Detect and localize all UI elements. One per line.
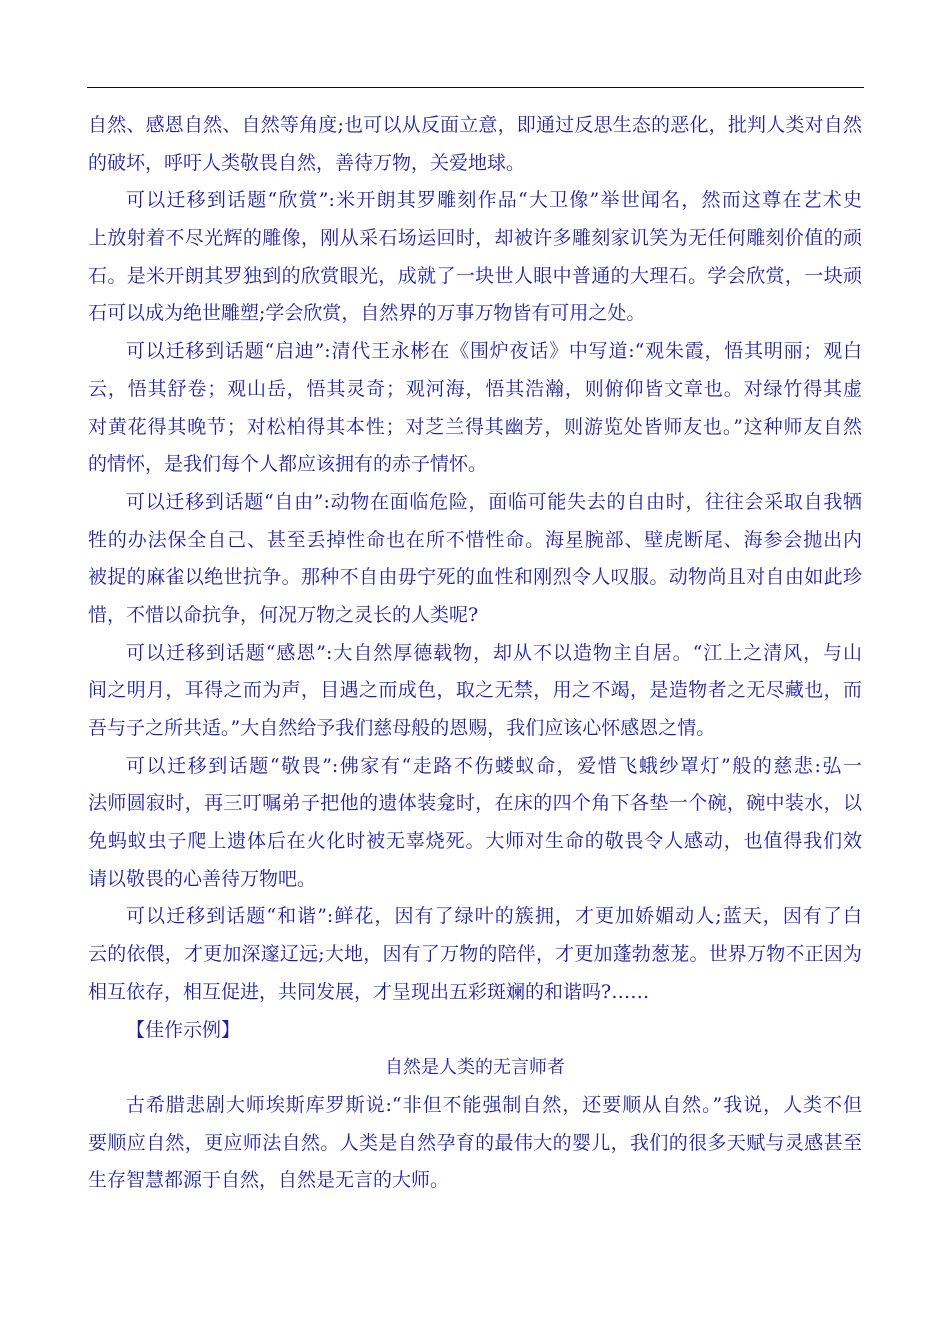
essay-line: 古希腊悲剧大师埃斯库罗斯说:“非但不能强制自然，还要顺从自然。”我说，人类不但 <box>126 1093 862 1116</box>
paragraph-line: 可以迁移到话题“自由”:动物在面临危险，面临可能失去的自由时，往往会采取自我牺 <box>126 490 862 513</box>
essay-title: 自然是人类的无言师者 <box>385 1057 565 1079</box>
paragraph-line: 上放射着不尽光辉的雕像，刚从采石场运回时，却被许多雕刻家讥笑为无任何雕刻价值的顽 <box>88 227 862 250</box>
paragraph-line: 可以迁移到话题“和谐”:鲜花，因有了绿叶的簇拥，才更加娇媚动人;蓝天，因有了白 <box>126 905 862 928</box>
paragraph-line: 惜，不惜以命抗争，何况万物之灵长的人类呢? <box>88 603 479 626</box>
paragraph-line: 间之明月，耳得之而为声，目遇之而成色，取之无禁，用之不竭，是造物者之无尽藏也，而 <box>88 679 862 702</box>
paragraph-line: 云，悟其舒卷；观山岳，悟其灵奇；观河海，悟其浩瀚，则俯仰皆文章也。对绿竹得其虚 <box>88 377 862 400</box>
paragraph-line: 的情怀，是我们每个人都应该拥有的赤子情怀。 <box>88 453 488 476</box>
paragraph-line: 免蚂蚁虫子爬上遗体后在火化时被无辜烧死。大师对生命的敬畏令人感动，也值得我们效 <box>88 830 862 853</box>
essay-line: 要顺应自然，更应师法自然。人类是自然孕育的最伟大的婴儿，我们的很多天赋与灵感甚至 <box>88 1131 862 1154</box>
paragraph-line: 云的依偎，才更加深邃辽远;大地，因有了万物的陪伴，才更加蓬勃葱茏。世界万物不正因为 <box>88 943 862 966</box>
paragraph-line: 可以迁移到话题“欣赏”:米开朗其罗雕刻作品“大卫像”举世闻名，然而这尊在艺术史 <box>126 189 862 212</box>
paragraph-line: 对黄花得其晚节；对松柏得其本性；对芝兰得其幽芳，则游览处皆师友也。”这种师友自然 <box>88 415 862 438</box>
paragraph-line: 相互依存，相互促进，共同发展，才呈现出五彩斑斓的和谐吗?…… <box>88 980 650 1003</box>
paragraph-line: 法师圆寂时，再三叮嘱弟子把他的遗体装龛时，在床的四个角下各垫一个碗，碗中装水，以 <box>88 792 862 815</box>
paragraph-line: 请以敬畏的心善待万物吧。 <box>88 867 317 890</box>
paragraph-line: 吾与子之所共适。”大自然给予我们慈母般的恩赐，我们应该心怀感恩之情。 <box>88 717 716 739</box>
paragraph-line: 自然、感恩自然、自然等角度;也可以从反面立意，即通过反思生态的恶化，批判人类对自然 <box>88 114 862 136</box>
paragraph-line: 石。是米开朗其罗独到的欣赏眼光，成就了一块世人眼中普通的大理石。学会欣赏，一块顽 <box>88 264 862 287</box>
example-label: 【佳作示例】 <box>126 1018 241 1041</box>
paragraph-line: 可以迁移到话题“敬畏”:佛家有“走路不伤蝼蚁命，爱惜飞蛾纱罩灯”般的慈悲:弘一 <box>126 754 862 777</box>
essay-line: 生存智慧都源于自然，自然是无言的大师。 <box>88 1169 450 1192</box>
paragraph-line: 可以迁移到话题“启迪”:清代王永彬在《围炉夜话》中写道:“观朱霞，悟其明丽；观白 <box>126 340 862 363</box>
header-rule <box>87 87 864 88</box>
paragraph-line: 石可以成为绝世雕塑;学会欣赏，自然界的万事万物皆有可用之处。 <box>88 302 646 325</box>
paragraph-line: 可以迁移到话题“感恩”:大自然厚德载物，却从不以造物主自居。“江上之清风，与山 <box>126 641 862 664</box>
document-body <box>88 107 862 1200</box>
paragraph-line: 牲的办法保全自己、甚至丢掉性命也在所不惜性命。海星腕部、壁虎断尾、海参会抛出内 <box>88 528 862 551</box>
paragraph-line: 被捉的麻雀以绝世抗争。那种不自由毋宁死的血性和刚烈令人叹服。动物尚且对自由如此珍 <box>88 566 862 589</box>
paragraph-line: 的破坏，呼吁人类敬畏自然，善待万物，关爱地球。 <box>88 151 526 174</box>
